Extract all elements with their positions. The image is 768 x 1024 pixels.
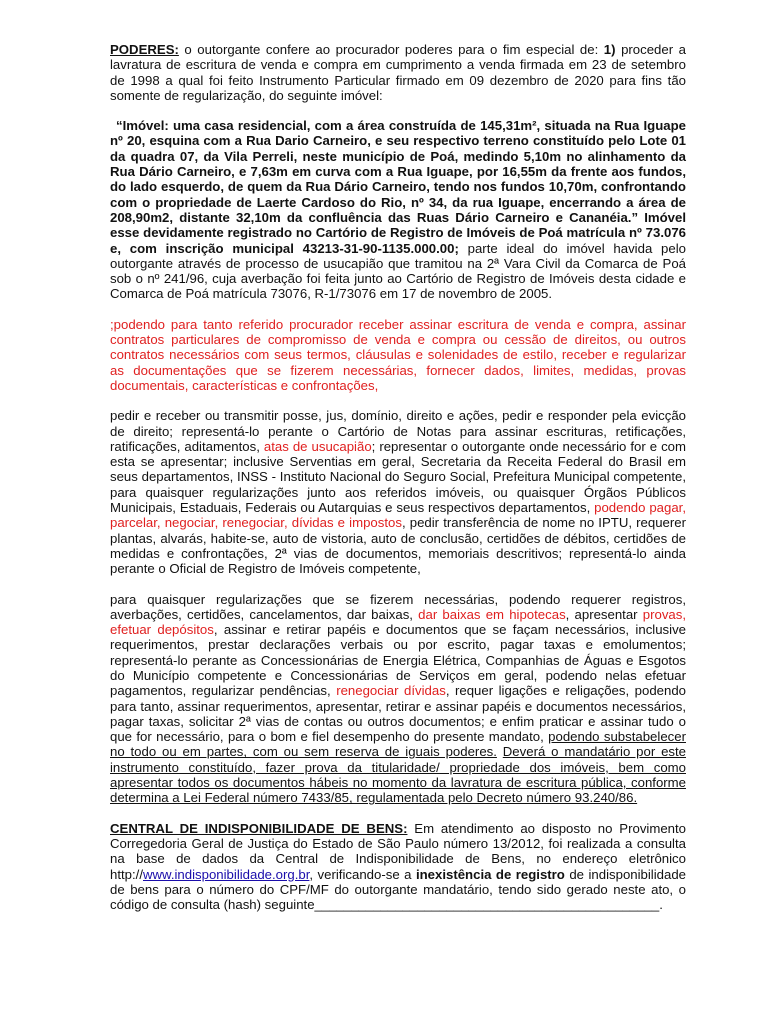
- underline-substabelecer: podendo substabelecer no todo ou em partes, com ou sem reserva de iguais poderes.: [110, 729, 686, 760]
- paragraph-procurador-powers: ;podendo para tanto referido procurador receber assinar escritura de venda e compra, assinar contratos particulares de compromisso de venda e compra ou cessão de direitos, ou outros contratos necessários com seus termos, cláusulas e solenidades de estilo, receber e regularizar as documentações que se fizerem necessárias, fornecer dados, limites, medidas, provas documentais, características e confrontações,: [110, 316, 686, 393]
- highlight-atas-usucapiao: atas de usucapião: [263, 438, 372, 454]
- highlight-pagar-dividas: podendo pagar, parcelar, negociar, renegociar, dívidas e impostos: [110, 500, 686, 531]
- indisponibilidade-link[interactable]: www.indisponibilidade.org.br: [143, 866, 310, 882]
- underline-prova-titularidade: Deverá o mandatário por este instrumento constituído, fazer prova da titularidade/ propriedade dos imóveis, bem como apresentar todos os documentos hábeis no momento da lavratura de escritura pública, conforme determina a Lei Federal número 7433/85, regulamentada pelo Decreto número 93.240/86.: [110, 744, 686, 806]
- heading-poderes: PODERES:: [110, 42, 179, 57]
- paragraph-regularizacoes: para quaisquer regularizações que se fizerem necessárias, podendo requerer registros, averbações, certidões, cancelamentos, dar baixas, dar baixas em hipotecas, apresentar provas, efetuar depósitos, assinar e retirar papéis e documentos que se façam necessários, inclusive requerimentos, prestar declarações verbais ou por escrito, pagar taxas e emolumentos; representá-lo perante as Concessionárias de Energia Elétrica, Companhias de Águas e Esgotos do Município competente e Concessionárias de Serviços em geral, podendo nelas efetuar pagamentos, regularizar pendências, renegociar dívidas, requer ligações e religações, podendo para tanto, assinar requerimentos, apresentar, retirar e assinar papéis e documentos necessários, pagar taxas, solicitar 2ª vias de contas ou outros documentos; e enfim praticar e assinar tudo o que for necessário, para o bom e fiel desempenho do presente mandato, podendo substabelecer no todo ou em partes, com ou sem reserva de iguais poderes. Deverá o mandatário por este instrumento constituído, fazer prova da titularidade/ propriedade dos imóveis, bem como apresentar todos os documentos hábeis no momento da lavratura de escritura pública, conforme determina a Lei Federal número 7433/85, regulamentada pelo Decreto número 93.240/86.: [110, 591, 687, 806]
- paragraph-poderes: PODERES: o outorgante confere ao procurador poderes para o fim especial de: 1) proceder a lavratura de escritura de venda e compra em cumprimento a venda firmada em 23 de setembro de 1998 a qual foi feito Instrumento Particular firmado em 09 dezembro de 2020 para fins tão somente de regularização, do seguinte imóvel:: [110, 42, 686, 103]
- inexistencia-registro-text: inexistência de registro: [415, 866, 565, 882]
- paragraph-imovel-description: “Imóvel: uma casa residencial, com a área construída de 145,31m², situada na Rua Iguape nº 20, esquina com a Rua Dario Carneiro, e seu respectivo terreno constituído pelo Lote 01 da quadra 07, da Vila Perreli, neste município de Poá, medindo 5,10m no alinhamento da Rua Dário Carneiro, e 7,63m em curva com a Rua Iguape, por 16,55m da frente aos fundos, do lado esquerdo, de quem da Rua Dário Carneiro, tendo nos fundos 10,70m, confrontando com o propriedade de Laerte Cardoso do Rio, nº 34, da rua Iguape, encerrando a área de 208,90m2, distante 32,10m da confluência das Ruas Dário Carneiro e Cananéia.” Imóvel esse devidamente registrado no Cartório de Registro de Imóveis de Poá matrícula nº 73.076 e, com inscrição municipal 43213-31-90-1135.000.00; parte ideal do imóvel havida pelo outorgante através de processo de usucapião que tramitou na 2ª Vara Civil da Comarca de Poá sob o nº 241/96, cuja averbação foi feita junto ao Cartório de Registro de Imóveis desta cidade e Comarca de Poá matrícula 73076, R-1/73076 em 17 de novembro de 2005.: [110, 118, 686, 302]
- heading-central-indisponibilidade: CENTRAL DE INDISPONIBILIDADE DE BENS:: [110, 820, 408, 836]
- paragraph-central-indisponibilidade: CENTRAL DE INDISPONIBILIDADE DE BENS: Em atendimento ao disposto no Provimento Corregedoria Geral de Justiça do Estado de São Paulo número 13/2012, foi realizada a consulta na base de dados da Central de Indisponibilidade de Bens, no endereço eletrônico http://www.indisponibilidade.org.br, verificando-se a inexistência de registro de indisponibilidade de bens para o número do CPF/MF do outorgante mandatário, tendo sido gerado neste ato, o código de consulta (hash) seguinte_______________________________________________.: [110, 820, 686, 913]
- highlight-provas-depositos: provas, efetuar depósitos: [110, 606, 687, 638]
- imovel-quote: “Imóvel: uma casa residencial, com a área construída de 145,31m², situada na Rua Iguape nº 20, esquina com a Rua Dario Carneiro, e seu respectivo terreno constituído pelo Lote 01 da quadra 07, da Vila Perreli, neste município de Poá, medindo 5,10m no alinhamento da Rua Dário Carneiro, e 7,63m em curva com a Rua Iguape, por 16,55m da frente aos fundos, do lado esquerdo, de quem da Rua Dário Carneiro, tendo nos fundos 10,70m, confrontando com o propriedade de Laerte Cardoso do Rio, nº 34, da rua Iguape, encerrando a área de 208,90m2, distante 32,10m da confluência das Ruas Dário Carneiro e Cananéia.” Imóvel esse devidamente registrado no Cartório de Registro de Imóveis de Poá matrícula nº 73.076 e, com inscrição municipal 43213-31-90-1135.000.00;: [110, 118, 686, 256]
- paragraph-posse-direitos: pedir e receber ou transmitir posse, jus, domínio, direito e ações, pedir e responder pela evicção de direito; representá-lo perante o Cartório de Notas para assinar escrituras, retificações, ratificações, aditamentos, atas de usucapião; representar o outorgante onde necessário for e com esta se apresentar; inclusive Serventias em geral, Secretaria da Receita Federal do Brasil em seus departamentos, INSS - Instituto Nacional do Seguro Social, Prefeitura Municipal competente, para quaisquer regularizações junto aos referidos imóveis, ou quaisquer Órgãos Públicos Municipais, Estaduais, Federais ou Autarquias e seus respectivos departamentos, podendo pagar, parcelar, negociar, renegociar, dívidas e impostos, pedir transferência de nome no IPTU, requerer plantas, alvarás, habite-se, auto de vistoria, auto de conclusão, certidões de débitos, certidões de medidas e confrontações, 2ª vias de documentos, memoriais descritivos; representá-lo ainda perante o Oficial de Registro de Imóveis competente,: [110, 408, 687, 577]
- highlight-baixas-hipotecas: dar baixas em hipotecas: [418, 606, 566, 622]
- highlight-renegociar-dividas: renegociar dívidas: [336, 683, 446, 699]
